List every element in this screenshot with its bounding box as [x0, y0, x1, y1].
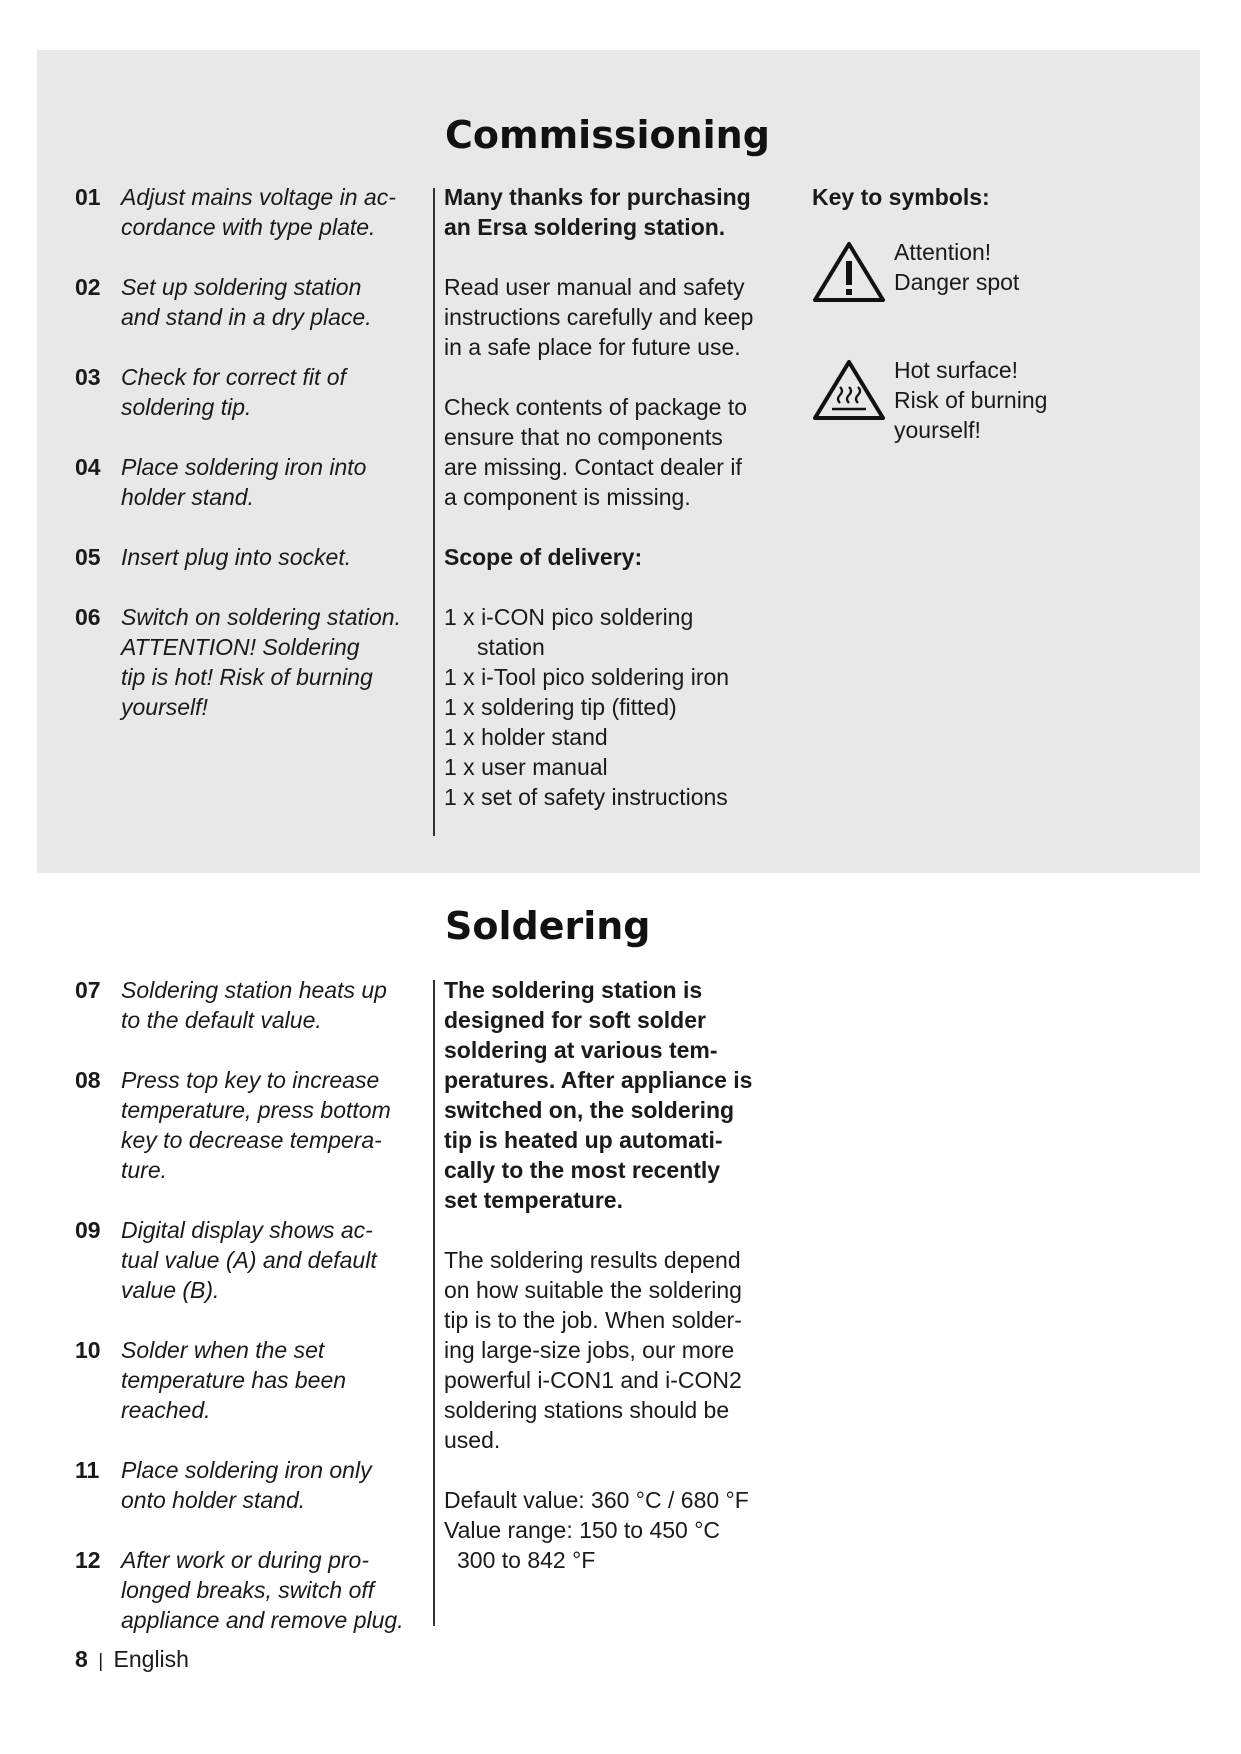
key-title: Key to symbols: [812, 184, 990, 210]
step-number: 08 [75, 1067, 101, 1093]
step-text: Solder when the set temperature has been reached. [121, 1337, 347, 1423]
soldering-heading: Soldering [445, 904, 651, 948]
soldering-info [444, 975, 804, 1575]
value-range: Value range: 150 to 450 °C [444, 1517, 721, 1543]
hot-surface-icon [812, 357, 886, 423]
step-01 [75, 182, 425, 242]
step-number: 01 [75, 184, 101, 210]
step-text: Insert plug into socket. [121, 544, 352, 570]
column-divider [433, 188, 435, 836]
scope-item: 1 x soldering tip (fitted) [444, 694, 677, 720]
step-02 [75, 272, 425, 332]
symbol-attention [812, 239, 1019, 305]
key-to-symbols [812, 182, 1172, 443]
page-footer [75, 1644, 189, 1677]
step-text: Place soldering iron only onto holder stand. [121, 1457, 372, 1513]
step-12 [75, 1545, 425, 1635]
step-text: Adjust mains voltage in ac- cordance with type plate. [121, 184, 396, 240]
scope-item: 1 x holder stand [444, 724, 608, 750]
step-04 [75, 452, 425, 512]
step-number: 10 [75, 1337, 101, 1363]
step-11 [75, 1455, 425, 1515]
step-text: Soldering station heats up to the default value. [121, 977, 387, 1033]
step-number: 12 [75, 1547, 101, 1573]
scope-item: 1 x i-CON pico soldering [444, 604, 694, 630]
step-text: Press top key to increase temperature, press bottom key to decrease tempera- ture. [121, 1067, 391, 1183]
manual-instructions: Read user manual and safety instructions carefully and keep in a safe place for future use. [444, 274, 754, 360]
scope-item: 1 x i-Tool pico soldering iron [444, 664, 730, 690]
commissioning-heading: Commissioning [445, 113, 770, 157]
step-08 [75, 1065, 425, 1185]
commissioning-info [444, 182, 804, 812]
scope-list [444, 602, 804, 812]
symbol-text: Hot surface! Risk of burning yourself! [894, 357, 1048, 443]
step-number: 06 [75, 604, 101, 630]
commissioning-steps [75, 182, 425, 722]
warning-icon [812, 239, 886, 305]
footer-separator: | [98, 1651, 104, 1672]
page-number: 8 [75, 1646, 88, 1672]
intro-text: Many thanks for purchasing an Ersa soldering station. [444, 184, 751, 240]
step-05 [75, 542, 425, 572]
default-value: Default value: 360 °C / 680 °F [444, 1487, 749, 1513]
step-number: 04 [75, 454, 101, 480]
step-09 [75, 1215, 425, 1305]
step-text: After work or during pro- longed breaks, switch off appliance and remove plug. [121, 1547, 404, 1633]
scope-item: station [477, 634, 545, 660]
step-text: Digital display shows ac- tual value (A) and default value (B). [121, 1217, 377, 1303]
step-text: Switch on soldering station. ATTENTION! Soldering tip is hot! Risk of burning yourself! [121, 604, 401, 720]
step-number: 05 [75, 544, 101, 570]
symbol-text: Attention! Danger spot [894, 239, 1020, 295]
symbol-hot-surface [812, 357, 1047, 445]
step-10 [75, 1335, 425, 1425]
scope-item: 1 x set of safety instructions [444, 784, 728, 810]
step-text: Check for correct fit of soldering tip. [121, 364, 346, 420]
step-07 [75, 975, 425, 1035]
soldering-intro: The soldering station is designed for soft solder soldering at various tem- peratures. After appliance is switched on, the soldering tip is heated up automati- cally to the most recently set temperature. [444, 977, 753, 1213]
step-number: 03 [75, 364, 101, 390]
step-03 [75, 362, 425, 422]
footer-language: English [113, 1646, 189, 1672]
scope-title: Scope of delivery: [444, 544, 643, 570]
step-number: 09 [75, 1217, 101, 1243]
step-number: 11 [75, 1457, 100, 1483]
step-number: 07 [75, 977, 101, 1003]
soldering-steps [75, 975, 425, 1635]
soldering-results: The soldering results depend on how suitable the soldering tip is to the job. When solder- ing large-size jobs, our more powerful i-CON1 and i-CON2 soldering stations should be used. [444, 1247, 742, 1453]
package-check: Check contents of package to ensure that no components are missing. Contact dealer if a component is missing. [444, 394, 748, 510]
column-divider [433, 980, 435, 1626]
value-range-fahrenheit: 300 to 842 °F [457, 1547, 596, 1573]
step-06 [75, 602, 425, 722]
step-number: 02 [75, 274, 101, 300]
scope-item: 1 x user manual [444, 754, 608, 780]
step-text: Set up soldering station and stand in a dry place. [121, 274, 372, 330]
step-text: Place soldering iron into holder stand. [121, 454, 367, 510]
